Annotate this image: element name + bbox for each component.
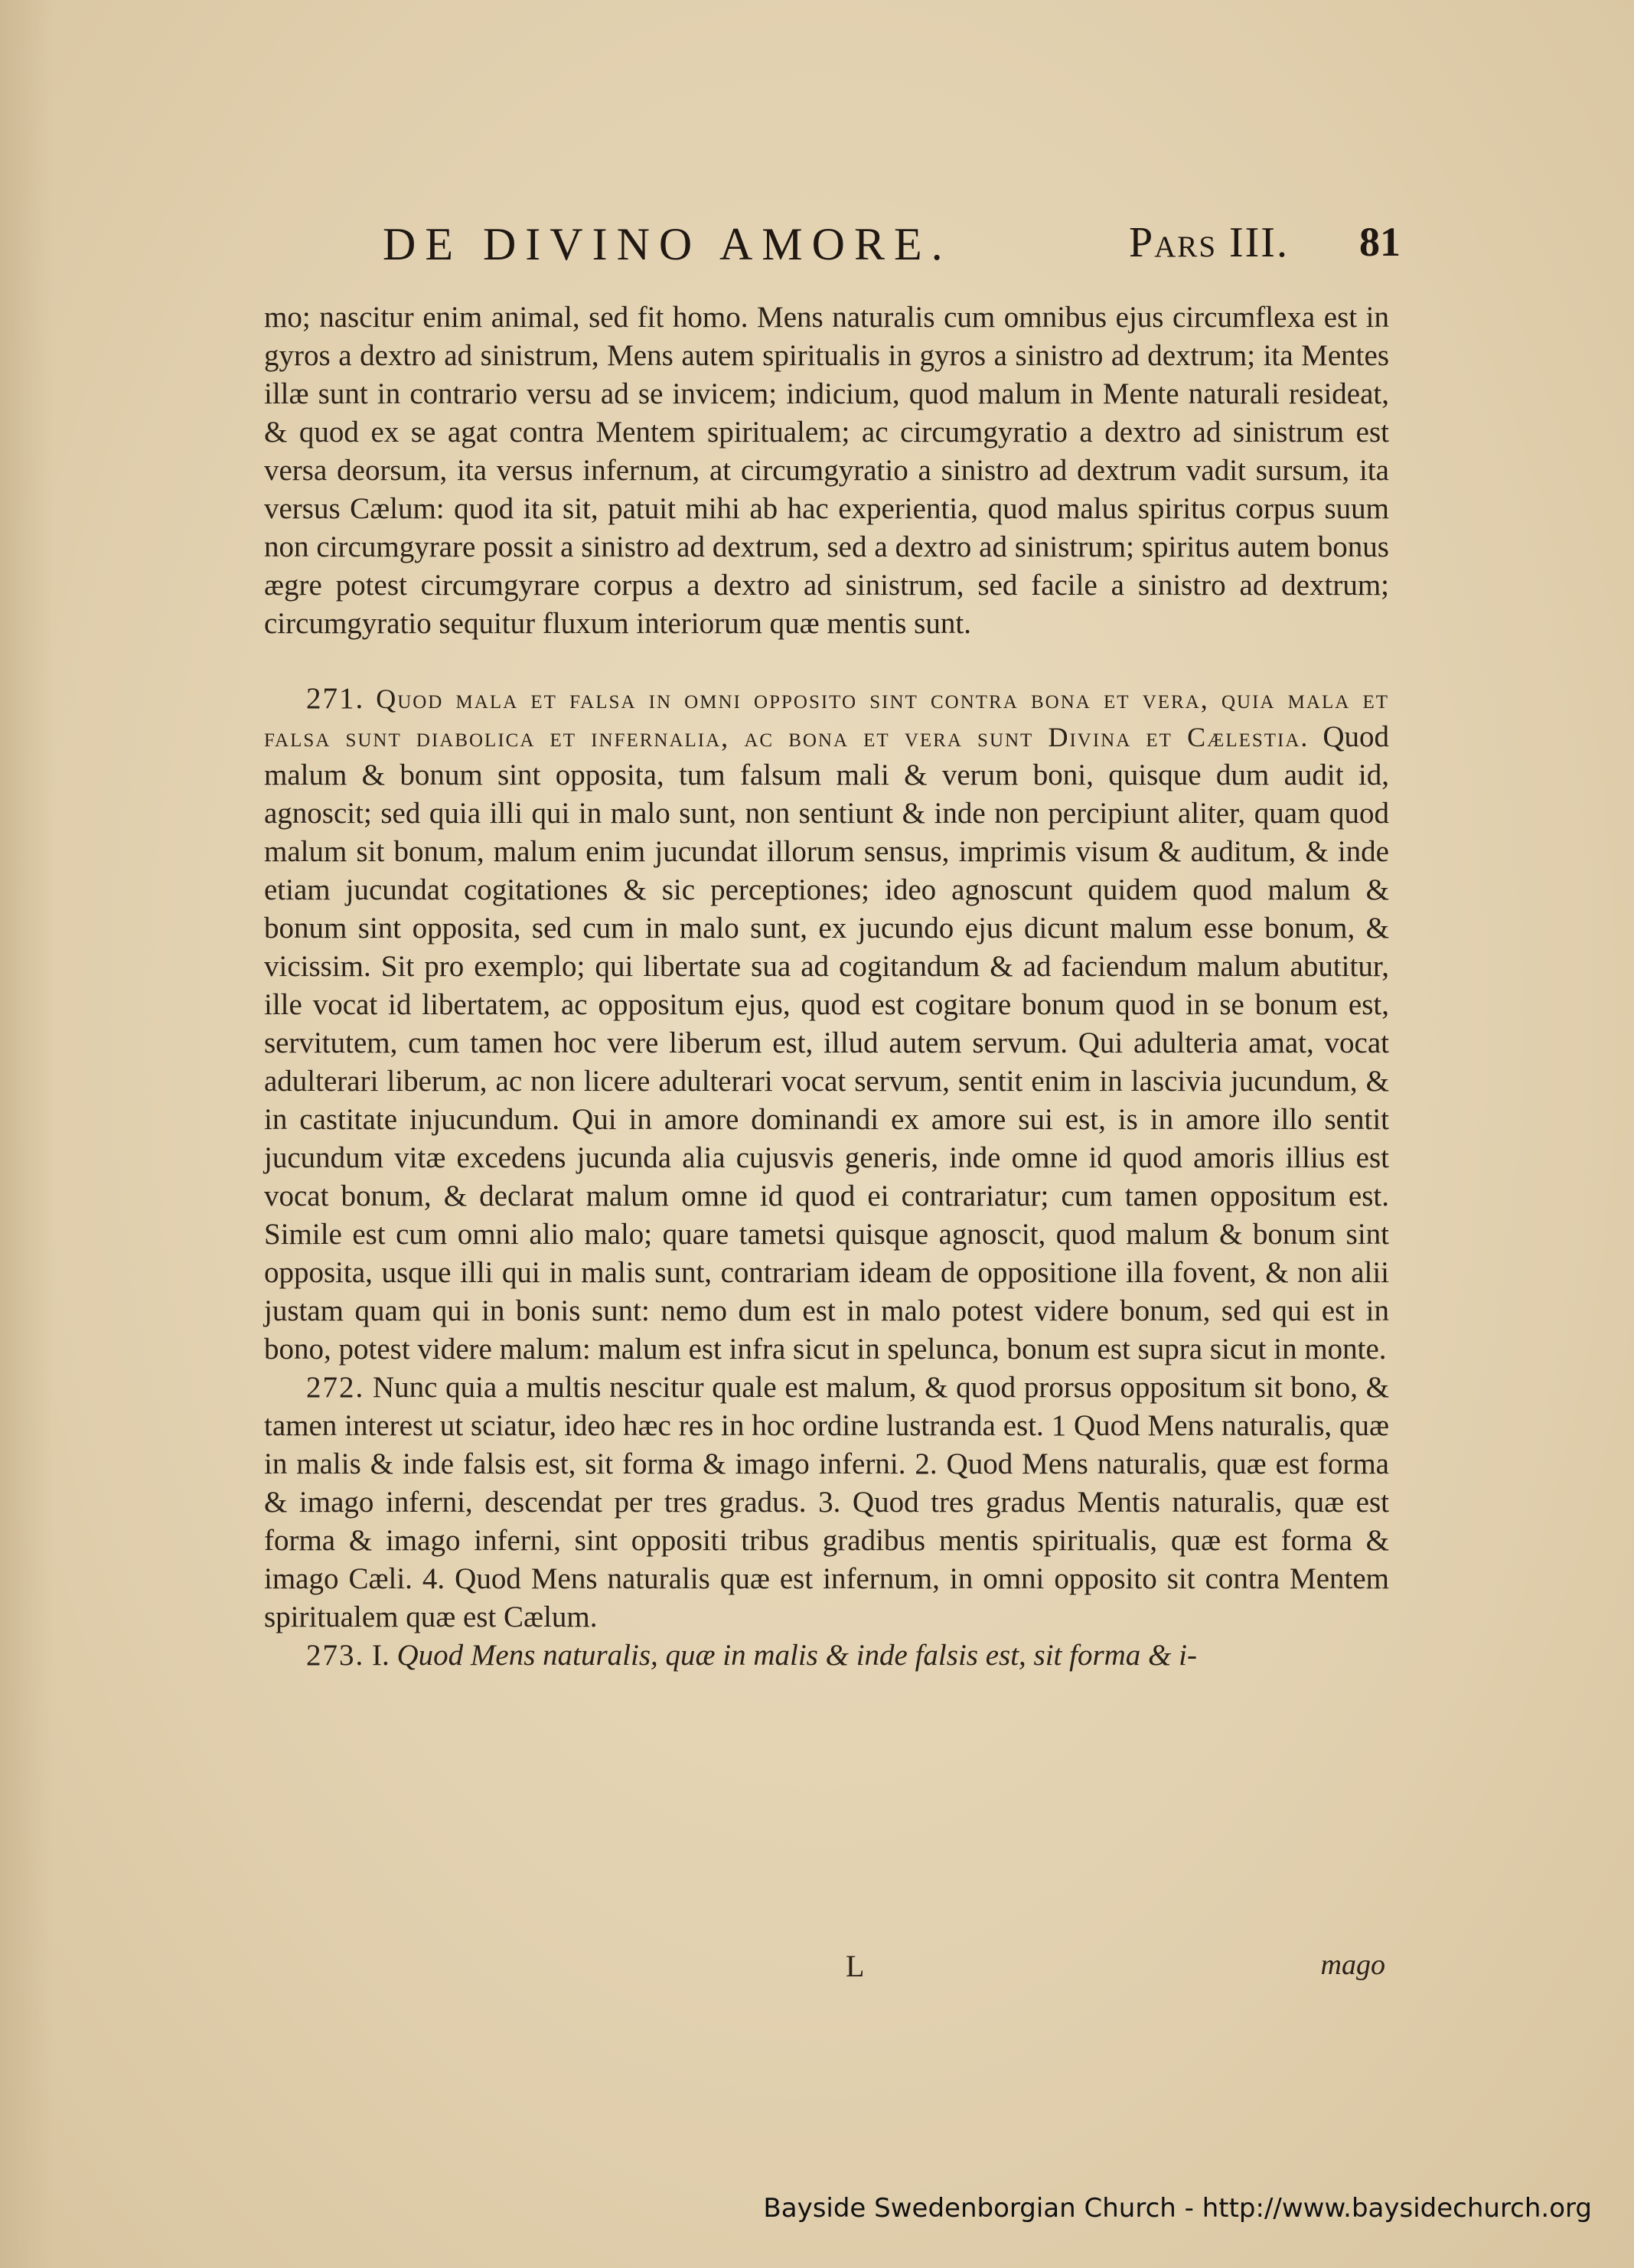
paragraph-271 (264, 680, 1389, 1369)
paragraph-number: 271. (306, 682, 365, 715)
paragraph-text: Nunc quia a multis nescitur quale est malum, & quod prorsus oppositum sit bono, & tamen interest ut sciatur, ideo hæc res in hoc ordine lustranda est. 1 Quod Mens naturalis, quæ in malis & inde falsis est, sit forma & imago inferni. 2. Quod Mens naturalis, quæ est forma & imago inferni, descendat per tres gradus. 3. Quod tres gradus Mentis naturalis, quæ est forma & imago inferni, sint oppositi tribus gradibus mentis spiritualis, quæ est forma & imago Cæli. 4. Quod Mens naturalis quæ est infernum, in omni opposito sit contra Mentem spiritualem quæ est Cælum. (264, 1371, 1390, 1633)
paragraph-heading: Quod mala et falsa in omni opposito sint contra bona et vera, quia mala et falsa sunt diabolica et infernalia, ac bona et vera sunt Divina et Cælestia. (264, 684, 1389, 752)
page-binding-shadow (0, 0, 54, 2268)
watermark-credit: Bayside Swedenborgian Church - http://www.baysidechurch.org (763, 2193, 1592, 2224)
page-number: 81 (1359, 219, 1401, 265)
paragraph-273 (264, 1637, 1389, 1675)
catchword: mago (1320, 1949, 1385, 1981)
signature-mark: L (846, 1949, 865, 1983)
running-head-title: DE DIVINO AMORE. (383, 219, 952, 269)
paragraph-text: Quod malum & bonum sint opposita, tum falsum mali & verum boni, quisque dum audit id, agnoscit; sed quia illi qui in malo sunt, non sentiunt & inde non percipiunt aliter, quam quod malum sit bonum, malum enim jucundat illorum sensus, imprimis visum & auditum, & inde etiam jucundat cogitationes & sic perceptiones; ideo agnoscunt quidem quod malum & bonum sint opposita, sed cum in malo sunt, ex jucundo ejus dicunt malum esse bonum, & vicissim. Sit pro exemplo; qui libertate sua ad cogitandum & ad faciendum malum abutitur, ille vocat id libertatem, ac oppositum ejus, quod est cogitare bonum quod in se bonum est, servitutem, cum tamen hoc vere liberum est, illud autem servum. Qui adulteria amat, vocat adulterari liberum, ac non licere adulterari vocat servum, sentit enim in lascivia jucundum, & in castitate injucundum. Qui in amore dominandi ex amore sui est, is in amore illo sentit jucundum vitæ excedens jucunda alia cujusvis generis, inde omne id quod amoris illius est vocat bonum, & declarat malum omne id quod ei contrariatur; cum tamen oppositum est. Simile est cum omni alio malo; quare tametsi quisque agnoscit, quod malum & bonum sint opposita, usque illi qui in malis sunt, contrariam ideam de oppositione illa fovent, & non alii justam quam qui in bonis sunt: nemo dum est in malo potest videre bonum, sed qui est in bono, potest videre malum: malum est infra sicut in spelunca, bonum est supra sicut in monte. (264, 720, 1389, 1366)
continued-paragraph: mo; nascitur enim animal, sed fit homo. Mens naturalis cum omnibus ejus circumflexa est in gyros a dextro ad sinistrum, Mens autem spiritualis in gyros a sinistro ad dextrum; ita Mentes illæ sunt in contrario versu ad se invicem; indicium, quod malum in Mente naturali resideat, & quod ex se agat contra Mentem spiritualem; ac circumgyratio a dextro ad sinistrum est versa deorsum, ita versus infernum, at circumgyratio a sinistro ad dextrum vadit sursum, ita versus Cælum: quod ita sit, patuit mihi ab hac experientia, quod malus spiritus corpus suum non circumgyrare possit a sinistro ad dextrum, sed a dextro ad sinistrum; spiritus autem bonus ægre potest circumgyrare corpus a dextro ad sinistrum, sed facile a sinistro ad dextrum; circumgyratio sequitur fluxum interiorum quæ mentis sunt. (264, 301, 1389, 640)
page-body (264, 299, 1389, 1675)
paragraph-number: 272. (306, 1371, 365, 1404)
paragraph-lead: I. (372, 1639, 390, 1672)
paragraph-gap (264, 643, 1389, 680)
running-head-part: Pars III. (1129, 219, 1289, 266)
paragraph-number: 273. (306, 1639, 365, 1672)
paragraph-272 (264, 1369, 1389, 1637)
running-head (383, 218, 1401, 279)
paragraph-text: Quod Mens naturalis, quæ in malis & inde falsis est, sit forma & i- (396, 1639, 1197, 1672)
